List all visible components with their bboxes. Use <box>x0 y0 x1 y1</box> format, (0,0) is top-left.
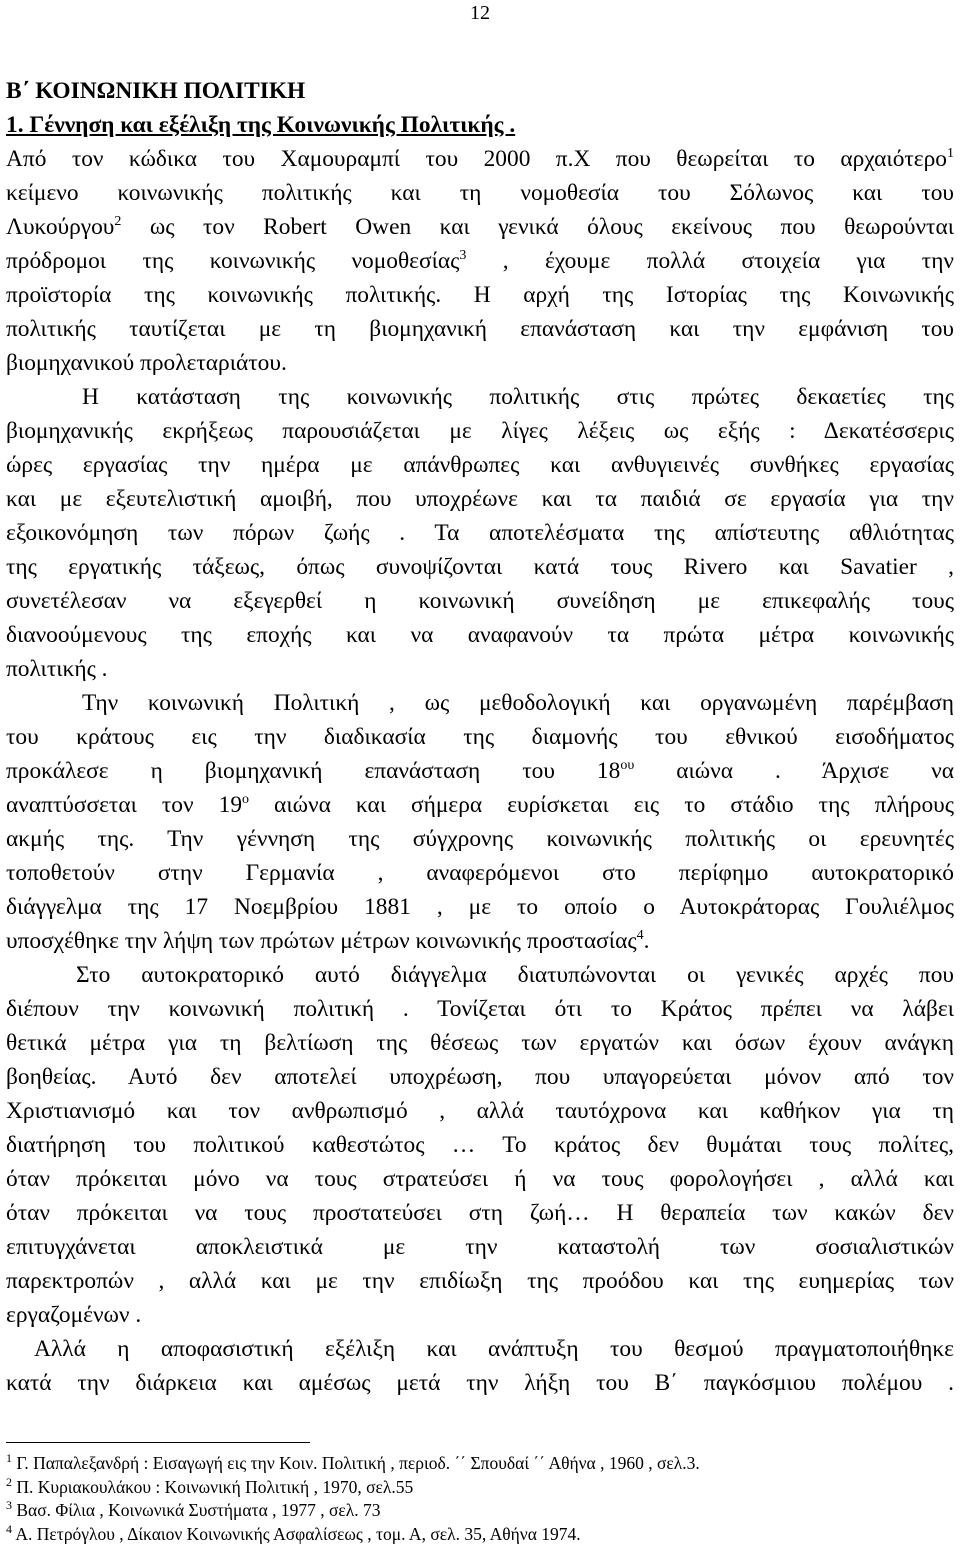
text-line <box>6 1162 954 1196</box>
text-run: συνετέλεσαν να εξεγερθεί η κοινωνική συνείδηση με επικεφαλής τους <box>6 588 954 614</box>
text-line <box>6 312 954 346</box>
text-run: ακμής της. Την γέννηση της σύγχρονης κοινωνικής πολιτικής οι ερευνητές <box>6 826 954 852</box>
text-line <box>6 822 954 856</box>
paragraph <box>6 958 954 1332</box>
text-run: , έχουμε πολλά στοιχεία για την <box>466 248 955 274</box>
text-run: θετικά μέτρα για τη βελτίωση της θέσεως των εργατών και όσων έχουν ανάγκη <box>6 1030 954 1056</box>
text-run: ως τον Robert Owen και γενικά όλους εκείνους που θεωρούνται <box>121 214 954 240</box>
text-run: όταν πρόκειται να τους προστατεύσει στη ζωή… Η θεραπεία των κακών δεν <box>6 1200 954 1226</box>
text-line <box>6 618 954 652</box>
text-run: Την κοινωνική Πολιτική , ως μεθοδολογική και οργανωμένη παρέμβαση <box>82 690 954 716</box>
text-run: προϊστορία της κοινωνικής πολιτικής. Η αρχή της Ιστορίας της Κοινωνικής <box>6 282 954 308</box>
text-run: Χριστιανισμό και τον ανθρωπισμό , αλλά ταυτόχρονα και καθήκον για τη <box>6 1098 954 1124</box>
text-line <box>6 1298 954 1332</box>
text-line <box>6 516 954 550</box>
subsection-title: 1. Γέννηση και εξέλιξη της Κοινωνικής Πολιτικής . <box>6 112 516 138</box>
text-run: διατήρηση του πολιτικού καθεστώτος … Το κράτος δεν θυμάται τους πολίτες, <box>6 1132 954 1158</box>
text-run: και με εξευτελιστική αμοιβή, που υποχρέωνε και τα παιδιά σε εργασία για την <box>6 486 954 512</box>
text-line <box>6 584 954 618</box>
text-run: τοποθετούν στην Γερμανία , αναφερόμενοι στο περίφημο αυτοκρατορικό <box>6 860 954 886</box>
text-line <box>6 720 954 754</box>
footnote-mark: 1 <box>6 1451 12 1466</box>
page-number: 12 <box>470 2 490 24</box>
text-run: προκάλεσε η βιομηχανική επανάσταση του 18 <box>6 758 621 784</box>
text-line <box>6 992 954 1026</box>
text-line <box>6 1060 954 1094</box>
text-line <box>6 380 954 414</box>
text-line <box>6 448 954 482</box>
text-line <box>6 346 954 380</box>
paragraph <box>6 686 954 958</box>
footnote-reference: ο <box>242 792 250 808</box>
text-run: ώρες εργασίας την ημέρα με απάνθρωπες και ανθυγιεινές συνθήκες εργασίας <box>6 452 954 478</box>
footnote-reference: 1 <box>947 146 954 162</box>
text-line <box>6 176 954 210</box>
text-run: πολιτικής ταυτίζεται με τη βιομηχανική επανάσταση και την εμφάνιση του <box>6 316 954 342</box>
text-run: αιώνα . Άρχισε να <box>634 758 955 784</box>
text-run: βοηθείας. Αυτό δεν αποτελεί υποχρέωση, που υπαγορεύεται μόνον από τον <box>6 1064 954 1090</box>
footnote-reference: 2 <box>114 214 122 230</box>
text-line <box>6 1332 954 1366</box>
text-run: αιώνα και σήμερα ευρίσκεται εις το στάδιο της πλήρους <box>249 792 954 818</box>
text-run: κείμενο κοινωνικής πολιτικής και τη νομοθεσία του Σόλωνος και του <box>6 180 954 206</box>
footnote-reference: 3 <box>459 248 467 264</box>
text-run: πολιτικής . <box>6 656 108 682</box>
text-run: Αλλά η αποφασιστική εξέλιξη και ανάπτυξη του θεσμού πραγματοποιήθηκε <box>34 1336 954 1362</box>
text-line <box>6 1026 954 1060</box>
text-run: Στο αυτοκρατορικό αυτό διάγγελμα διατυπώνονται οι γενικές αρχές που <box>76 962 954 988</box>
text-run: βιομηχανικής εκρήξεως παρουσιάζεται με λίγες λέξεις ως εξής : Δεκατέσσερις <box>6 418 954 444</box>
footnotes <box>6 1452 946 1546</box>
text-line <box>6 550 954 584</box>
document-body <box>6 74 954 1400</box>
text-run: αναπτύσσεται τον 19 <box>6 792 243 818</box>
text-line <box>6 856 954 890</box>
text-line <box>6 754 954 788</box>
text-run: βιομηχανικού προλεταριάτου. <box>6 350 287 376</box>
footnote-text: Α. Πετρόγλου , Δίκαιον Κοινωνικής Ασφαλίσεως , τομ. Α, σελ. 35, Αθήνα 1974. <box>12 1523 581 1544</box>
text-line <box>6 210 954 244</box>
text-run: Λυκούργου <box>6 214 115 240</box>
text-line <box>6 890 954 924</box>
footnote <box>6 1499 946 1523</box>
text-line <box>6 1366 954 1400</box>
text-line <box>6 686 954 720</box>
text-run: υποσχέθηκε την λήψη των πρώτων μέτρων κοινωνικής προστασίας <box>6 928 637 954</box>
text-run: εργαζομένων . <box>6 1302 142 1328</box>
paragraph <box>6 380 954 686</box>
text-line <box>6 142 954 176</box>
text-line <box>6 788 954 822</box>
text-run: διάγγελμα της 17 Νοεμβρίου 1881 , με το οποίο ο Αυτοκράτορας Γουλιέλμος <box>6 894 954 920</box>
text-run: της εργατικής τάξεως, όπως συνοψίζονται κατά τους Rivero και Savatier , <box>6 554 954 580</box>
text-run: παρεκτροπών , αλλά και με την επιδίωξη της προόδου και της ευημερίας των <box>6 1268 954 1294</box>
footnote <box>6 1476 946 1500</box>
text-run: διέπουν την κοινωνική πολιτική . Τονίζεται ότι το Κράτος πρέπει να λάβει <box>6 996 954 1022</box>
footnote-mark: 4 <box>6 1521 12 1536</box>
text-line <box>6 244 954 278</box>
text-line <box>6 958 954 992</box>
paragraphs <box>6 142 954 1400</box>
footnote-text: Π. Κυριακουλάκου : Κοινωνική Πολιτική , 1970, σελ.55 <box>12 1476 414 1497</box>
text-line <box>6 652 954 686</box>
text-run: επιτυγχάνεται αποκλειστικά με την καταστολή των σοσιαλιστικών <box>6 1234 954 1260</box>
text-run: διανοούμενους της εποχής και να αναφανούν τα πρώτα μέτρα κοινωνικής <box>6 622 954 648</box>
footnote-reference: 4 <box>636 928 644 944</box>
text-run: πρόδρομοι της κοινωνικής νομοθεσίας <box>6 248 460 274</box>
footnote-mark: 2 <box>6 1474 12 1489</box>
paragraph <box>6 1332 954 1400</box>
text-run: όταν πρόκειται μόνο να τους στρατεύσει ή να τους φορολογήσει , αλλά και <box>6 1166 954 1192</box>
text-line <box>6 482 954 516</box>
footnote-divider <box>6 1442 310 1443</box>
footnote-mark: 3 <box>6 1498 12 1513</box>
text-line <box>6 924 954 958</box>
footnote <box>6 1452 946 1476</box>
text-line <box>6 1094 954 1128</box>
text-run: Από τον κώδικα του Χαμουραμπί του 2000 π.Χ που θεωρείται το αρχαιότερο <box>6 146 947 172</box>
text-line <box>6 1196 954 1230</box>
footnote-text: Γ. Παπαλεξανδρή : Εισαγωγή εις την Κοιν. Πολιτική , περιοδ. ΄΄ Σπουδαί ΄΄ Αθήνα , 1960 , σελ.3. <box>12 1453 700 1473</box>
text-line <box>6 1230 954 1264</box>
footnote-text: Βασ. Φίλια , Κοινωνικά Συστήματα , 1977 , σελ. 73 <box>12 1500 381 1520</box>
text-run: . <box>643 928 650 954</box>
footnote-reference: ου <box>620 758 635 774</box>
text-line <box>6 278 954 312</box>
footnote <box>6 1523 946 1547</box>
paragraph <box>6 142 954 380</box>
text-line <box>6 414 954 448</box>
text-run: εξοικονόμηση των πόρων ζωής . Τα αποτελέσματα της απίστευτης αθλιότητας <box>6 520 954 546</box>
text-line <box>6 1264 954 1298</box>
text-line <box>6 1128 954 1162</box>
section-title: Β΄ ΚΟΙΝΩΝΙΚΗ ΠΟΛΙΤΙΚΗ <box>6 78 306 104</box>
text-run: Η κατάσταση της κοινωνικής πολιτικής στις πρώτες δεκαετίες της <box>82 384 954 410</box>
text-run: κατά την διάρκεια και αμέσως μετά την λήξη του Β΄ παγκόσμιου πολέμου . <box>6 1370 954 1396</box>
text-run: του κράτους εις την διαδικασία της διαμονής του εθνικού εισοδήματος <box>6 724 954 750</box>
